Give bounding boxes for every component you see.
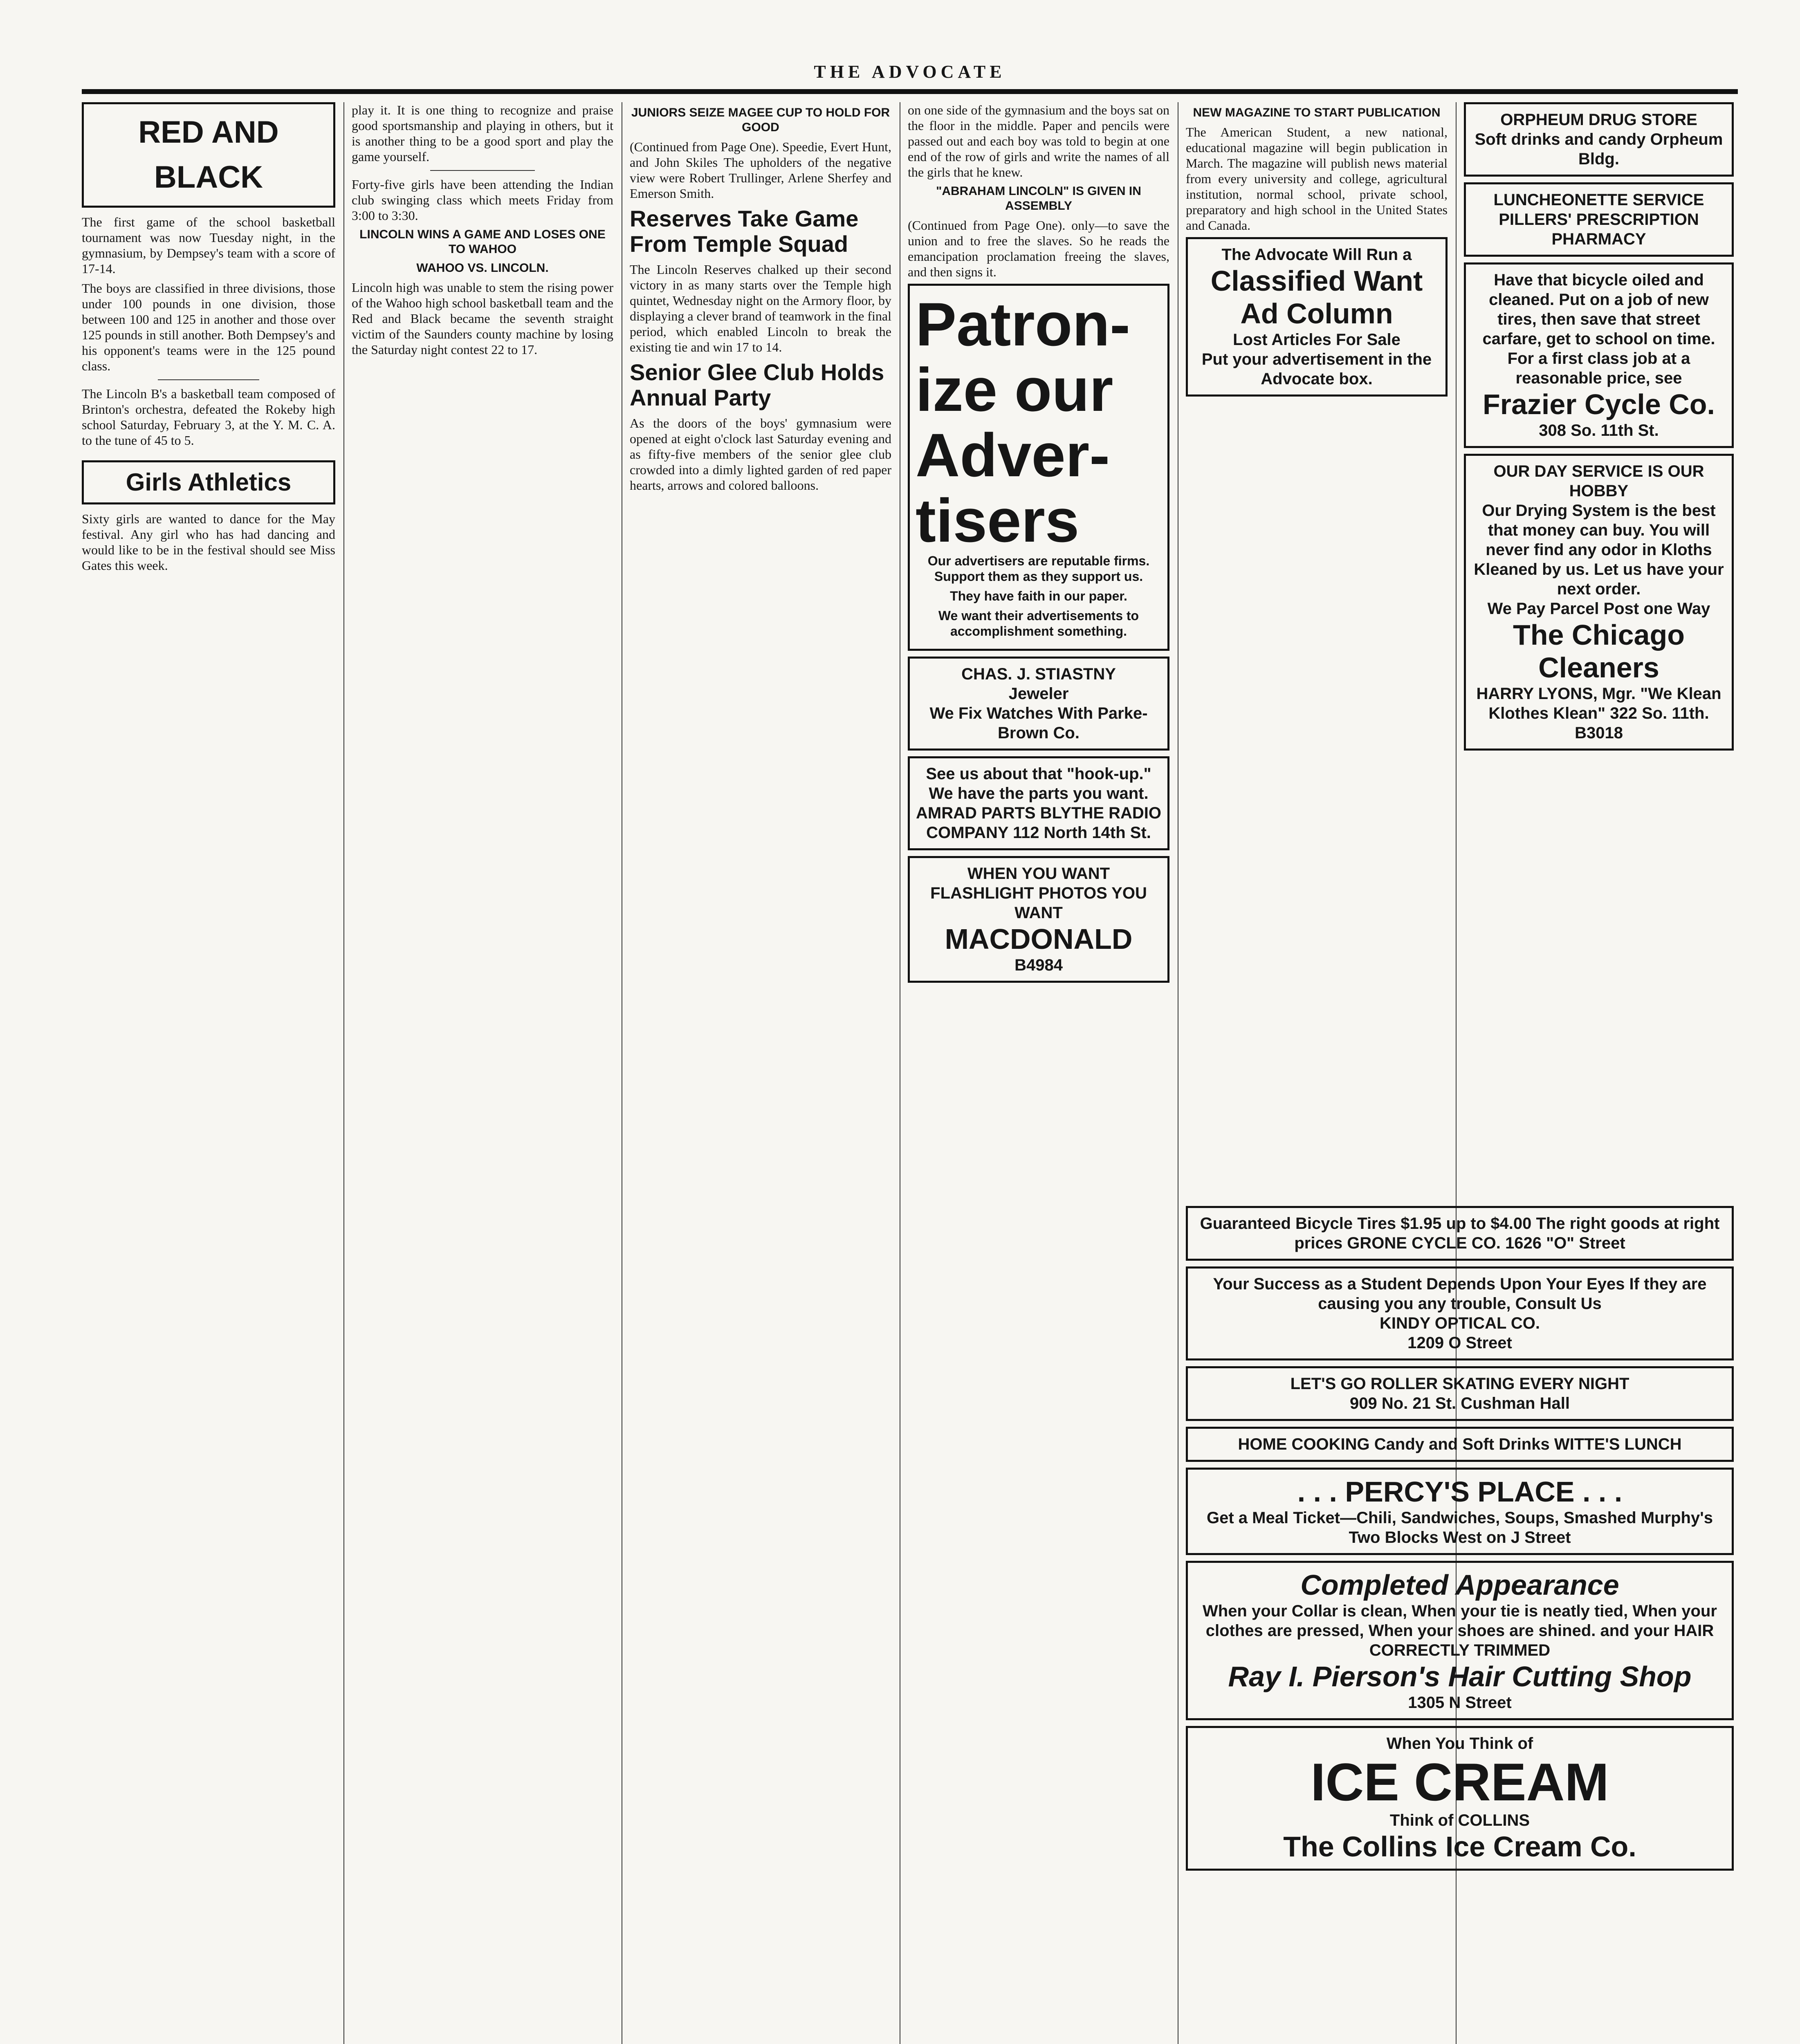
patronize-ad — [908, 284, 1169, 651]
paragraph: play it. It is one thing to recognize and praise good sportsmanship and playing in others, but it is another thing to be a good sport and play the game yourself. — [352, 103, 613, 164]
ad-text: 308 So. 11th St. — [1539, 421, 1659, 439]
masthead: THE ADVOCATE — [814, 62, 1006, 82]
ad-text: When You Think of — [1386, 1735, 1533, 1753]
ad-title: Classified Want Ad Column — [1210, 265, 1423, 329]
ad-text: Lost Articles For Sale — [1233, 331, 1400, 349]
frazier-ad — [1464, 262, 1734, 448]
paragraph: Forty-five girls have been attending the Indian club swinging class which meets Friday from 3:00 to 3:30. — [352, 177, 613, 223]
ad-text: HARRY LYONS, Mgr. "We Klean Klothes Klean" 322 So. 11th. B3018 — [1476, 685, 1721, 742]
ad-title: CHAS. J. STIASTNY — [961, 665, 1116, 683]
column-3 — [630, 102, 891, 2044]
ad-text: They have faith in our paper. — [950, 589, 1127, 603]
headline: Reserves Take Game From Temple Squad — [630, 206, 859, 257]
ad-text: The Advocate Will Run a — [1221, 246, 1412, 264]
ad-title: Ray I. Pierson's Hair Cutting Shop — [1228, 1661, 1692, 1692]
girls-box — [82, 460, 335, 504]
ad-title: Frazier Cycle Co. — [1483, 388, 1715, 420]
paragraph: As the doors of the boys' gymnasium were opened at eight o'clock last Saturday evening and as fifty-five members of the senior glee club crowded into a dimly lighted garden of red paper hearts, arrows and colored balloons. — [630, 416, 891, 493]
orpheum-ad — [1464, 102, 1734, 177]
stiastny-ad — [908, 657, 1169, 751]
patronize-title: Patron-ize our Adver-tisers — [916, 290, 1130, 555]
paragraph: The boys are classified in three divisions, those under 100 pounds in one division, those between 100 and 125 in another and those over 125 pounds in still another. Both Dempsey's and his opponent's teams were in the 125 pound class. — [82, 281, 335, 373]
ad-title: OUR DAY SERVICE IS OUR HOBBY — [1493, 462, 1704, 500]
headline: Senior Glee Club Holds Annual Party — [630, 359, 884, 410]
paragraph: on one side of the gymnasium and the boys sat on the floor in the middle. Paper and pencils were passed out and each boy was told to begin at one end of the row of girls and write the names of all the girls that he knew. — [908, 103, 1169, 179]
ad-text: 1305 N Street — [1408, 1694, 1512, 1712]
ad-title: MACDONALD — [945, 923, 1133, 955]
ad-text: Have that bicycle oiled and cleaned. Put on a job of new tires, then save that street carfare, get to school on time. For a first class job at a reasonable price, see — [1482, 271, 1715, 387]
macdonald-ad — [908, 856, 1169, 983]
ad-text: PILLERS' PRESCRIPTION PHARMACY — [1499, 211, 1699, 248]
section-title: RED AND BLACK — [138, 115, 279, 195]
paragraph: The first game of the school basketball tournament was now Tuesday night, in the gymnasium, by Dempsey's team with a score of 17-14. — [82, 215, 335, 276]
ad-text: Our Drying System is the best that money can buy. You will never find any odor in Kloths Kleaned by us. Let us have your next order. — [1474, 502, 1724, 598]
ad-title: KINDY OPTICAL CO. — [1380, 1314, 1540, 1332]
ad-title: ORPHEUM DRUG STORE — [1500, 111, 1697, 129]
divider — [430, 170, 535, 171]
tires-ad: Guaranteed Bicycle Tires $1.95 up to $4.00 The right goods at right prices GRONE CYCLE CO. 1626 "O" Street — [1186, 1206, 1734, 1261]
ad-text: WHEN YOU WANT FLASHLIGHT PHOTOS YOU WANT — [930, 865, 1147, 922]
ad-title: LUNCHEONETTE SERVICE — [1493, 191, 1704, 209]
column-2 — [352, 102, 613, 2044]
headline: NEW MAGAZINE TO START PUBLICATION — [1193, 106, 1441, 119]
headline: JUNIORS SEIZE MAGEE CUP TO HOLD FOR GOOD — [631, 106, 890, 134]
paragraph: The American Student, a new national, educational magazine will begin publication in March. The magazine will publish news material from every university and college, agricultural institution, normal school, private school, preparatory and high school in the United States and Canada. — [1186, 125, 1448, 233]
ad-title: The Collins Ice Cream Co. — [1283, 1831, 1636, 1862]
ad-text: We Fix Watches With Parke-Brown Co. — [929, 704, 1148, 742]
blythe-ad — [908, 756, 1169, 850]
ad-text: Get a Meal Ticket—Chili, Sandwiches, Soups, Smashed Murphy's Two Blocks West on J Street — [1207, 1509, 1713, 1546]
headline: LINCOLN WINS A GAME AND LOSES ONE TO WAHOO — [359, 228, 606, 256]
skating-ad — [1186, 1366, 1734, 1421]
headline: WAHOO VS. LINCOLN. — [416, 261, 549, 275]
ad-text: Put your advertisement in the Advocate box. — [1201, 350, 1432, 388]
luncheonette-ad — [1464, 182, 1734, 257]
red-black-box — [82, 102, 335, 208]
ad-text: We Pay Parcel Post one Way — [1487, 600, 1710, 618]
ad-text: See us about that "hook-up." We have the parts you want. AMRAD PARTS BLYTHE RADIO COMPANY 112 North 14th St. — [916, 765, 1162, 842]
ad-title: . . . PERCY'S PLACE . . . — [1297, 1476, 1623, 1508]
paragraph: The Lincoln Reserves chalked up their second victory in as many starts over the Temple high quintet, Wednesday night on the Armory floor, by displaying a clever brand of teamwork in the final period, which enabled Lincoln to break the existing tie and win 17 to 14. — [630, 262, 891, 354]
witte-ad: HOME COOKING Candy and Soft Drinks WITTE'S LUNCH — [1186, 1427, 1734, 1462]
kindy-ad — [1186, 1266, 1734, 1360]
ad-text: When your Collar is clean, When your tie is neatly tied, When your clothes are pressed, When your shoes are shined. and your HAIR CORRECTLY TRIMMED — [1203, 1602, 1717, 1659]
headline: "ABRAHAM LINCOLN" IS GIVEN IN ASSEMBLY — [936, 184, 1141, 213]
pierson-ad — [1186, 1561, 1734, 1720]
girls-title: Girls Athletics — [126, 468, 292, 496]
ad-text: 1209 O Street — [1407, 1334, 1512, 1352]
column-4 — [908, 102, 1169, 2044]
paragraph: (Continued from Page One). only—to save the union and to free the slaves. So he reads the emancipation proclamation freeing the slaves, and then signs it. — [908, 218, 1169, 279]
ad-title: ICE CREAM — [1311, 1752, 1609, 1812]
column-1 — [82, 102, 335, 2044]
column-rule — [343, 102, 344, 2044]
cleaners-ad — [1464, 454, 1734, 751]
top-rule — [82, 89, 1738, 94]
paragraph: (Continued from Page One). Speedie, Evert Hunt, and John Skiles The upholders of the negative view were Robert Trullinger, Arlene Sherfey and Emerson Smith. — [630, 139, 891, 201]
ad-text: Soft drinks and candy Orpheum Bldg. — [1475, 130, 1723, 168]
wide-ad-block — [1186, 1206, 1734, 2044]
paragraph: Lincoln high was unable to stem the rising power of the Wahoo high school basketball team and the Red and Black became the seventh straight victim of the Saunders county machine by losing the Saturday night contest 22 to 17. — [352, 280, 613, 357]
ad-text: Jeweler — [1008, 685, 1069, 703]
ad-text: We want their advertisements to accomplishment something. — [938, 608, 1139, 639]
divider — [158, 379, 259, 380]
ad-text: Our advertisers are reputable firms. Support them as they support us. — [927, 554, 1150, 584]
ad-text: 909 No. 21 St. Cushman Hall — [1350, 1394, 1570, 1412]
ad-title: LET'S GO ROLLER SKATING EVERY NIGHT — [1290, 1375, 1629, 1393]
paragraph: Sixty girls are wanted to dance for the May festival. Any girl who has had dancing and would like to be in the festival should see Miss Gates this week. — [82, 511, 335, 573]
collins-ad — [1186, 1726, 1734, 1871]
percy-ad — [1186, 1468, 1734, 1555]
ad-text: Think of COLLINS — [1389, 1811, 1530, 1829]
ad-text: B4984 — [1014, 956, 1063, 974]
paragraph: The Lincoln B's a basketball team composed of Brinton's orchestra, defeated the Rokeby high school Saturday, February 3, at the Y. M. C. A. to the tune of 45 to 5. — [82, 386, 335, 448]
ad-title: Completed Appearance — [1300, 1569, 1619, 1601]
ad-text: Your Success as a Student Depends Upon Your Eyes If they are causing you any trouble, Consult Us — [1213, 1275, 1707, 1313]
ad-title: The Chicago Cleaners — [1513, 619, 1685, 684]
classified-ad — [1186, 237, 1448, 397]
